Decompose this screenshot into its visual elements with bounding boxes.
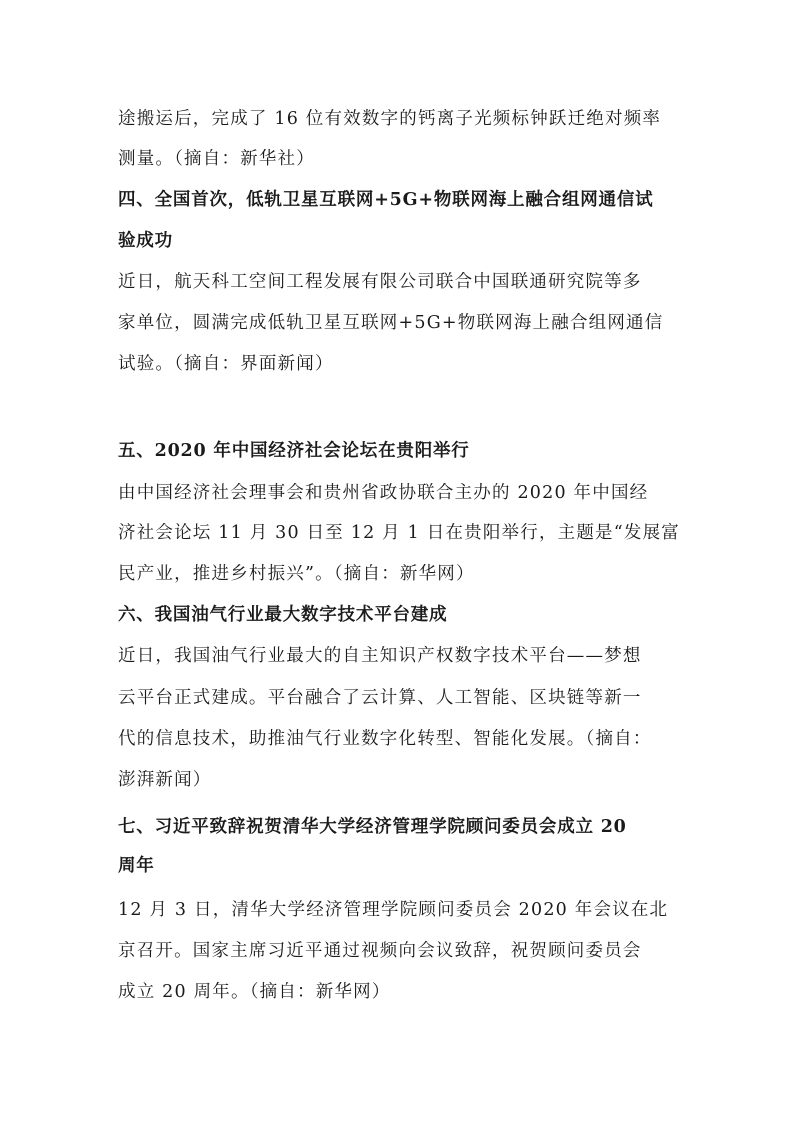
section-heading: 七、习近平致辞祝贺清华大学经济管理学院顾问委员会成立 20 (118, 817, 627, 837)
paragraph-line: 京召开。国家主席习近平通过视频向会议致辞，祝贺顾问委员会 (118, 941, 642, 961)
section-heading: 验成功 (118, 231, 173, 251)
paragraph-line: 济社会论坛 11 月 30 日至 12 月 1 日在贵阳举行，主题是“发展富 (118, 523, 680, 543)
paragraph-line: 民产业，推进乡村振兴”。（摘自：新华网） (118, 564, 475, 584)
section-heading: 六、我国油气行业最大数字技术平台建成 (118, 605, 448, 625)
paragraph-line: 途搬运后，完成了 16 位有效数字的钙离子光频标钟跃迁绝对频率 (118, 109, 662, 129)
section-heading: 周年 (118, 856, 155, 876)
section-heading: 五、2020 年中国经济社会论坛在贵阳举行 (118, 441, 470, 461)
paragraph-line: 由中国经济社会理事会和贵州省政协联合主办的 2020 年中国经 (118, 483, 649, 503)
paragraph-line: 12 月 3 日，清华大学经济管理学院顾问委员会 2020 年会议在北 (118, 900, 669, 920)
paragraph-line: 代的信息技术，助推油气行业数字化转型、智能化发展。（摘自： (118, 729, 652, 749)
paragraph-line: 测量。（摘自：新华社） (118, 149, 315, 169)
paragraph-line: 近日，我国油气行业最大的自主知识产权数字技术平台——梦想 (118, 646, 642, 666)
paragraph-line: 试验。（摘自：界面新闻） (118, 354, 334, 374)
paragraph-line: 云平台正式建成。平台融合了云计算、人工智能、区块链等新一 (118, 688, 642, 708)
paragraph-line: 成立 20 周年。（摘自：新华网） (118, 982, 391, 1002)
section-heading: 四、全国首次，低轨卫星互联网+5G+物联网海上融合组网通信试 (118, 190, 654, 210)
paragraph-line: 澎湃新闻） (118, 770, 212, 790)
paragraph-line: 家单位，圆满完成低轨卫星互联网+5G+物联网海上融合组网通信 (118, 313, 664, 333)
paragraph-line: 近日，航天科工空间工程发展有限公司联合中国联通研究院等多 (118, 272, 642, 292)
